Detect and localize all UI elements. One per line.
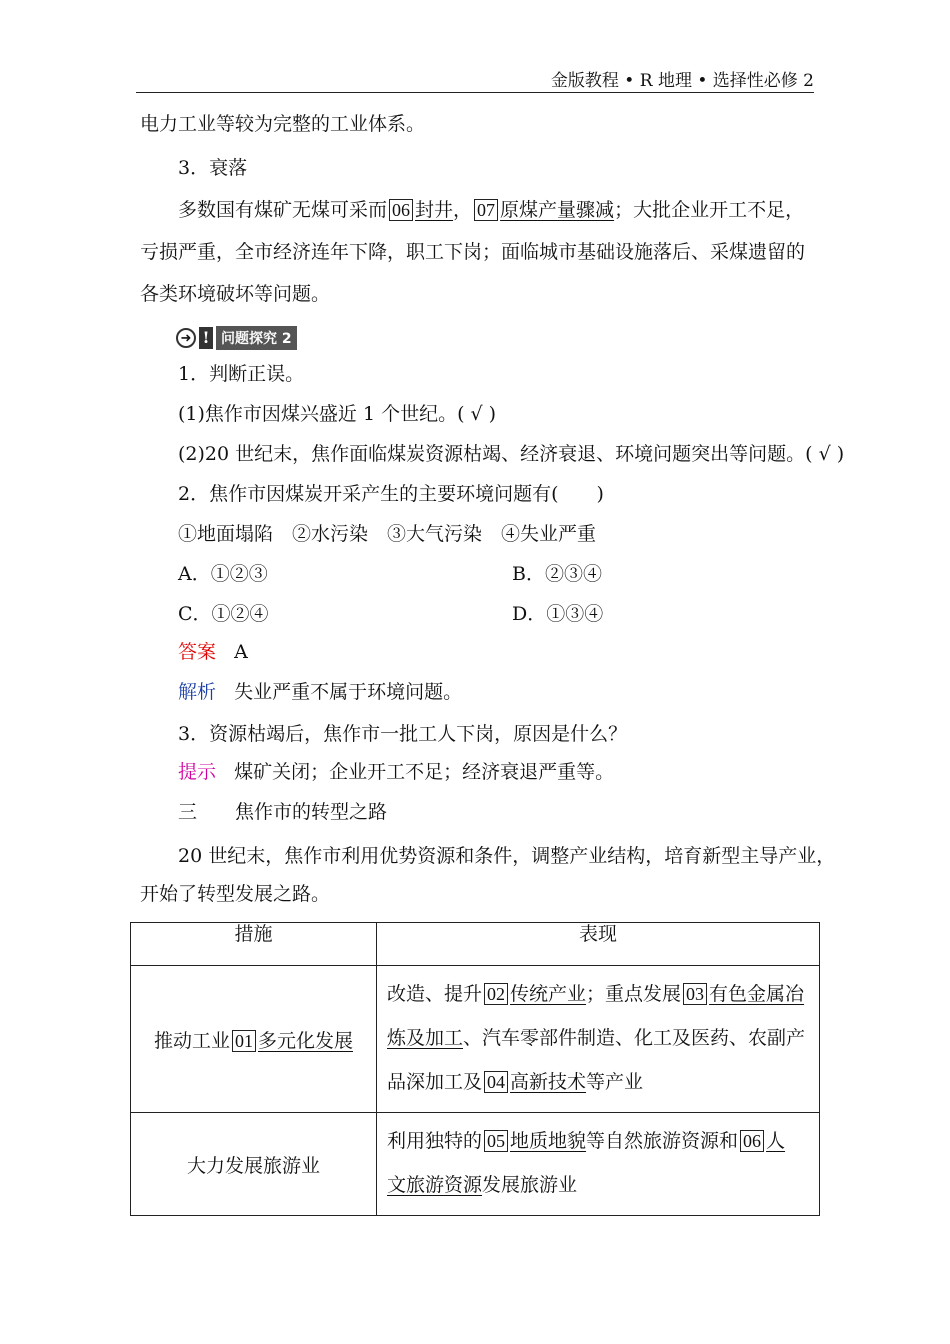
blank-number-03: 03 — [683, 983, 707, 1005]
blank-answer-output-drop: 原煤产量骤减 — [500, 199, 615, 221]
perf-text: ；重点发展 — [586, 983, 682, 1005]
measure-text-a: 推动工业 — [153, 1029, 230, 1052]
decline-text-e: ；大批企业开工不足， — [614, 199, 805, 221]
intro-text: 电力工业等较为完整的工业体系。 — [140, 113, 426, 135]
perf-line — [387, 1016, 811, 1060]
q3-stem: 3．资源枯竭后，焦作市一批工人下岗，原因是什么？ — [178, 723, 628, 745]
decline-paragraph-line1 — [178, 198, 804, 222]
table-row — [131, 1113, 820, 1216]
header-performance: 表现 — [377, 923, 820, 966]
q2-option-a: A．①②③ — [178, 563, 268, 585]
perf-text: 品深加工及 — [387, 1071, 483, 1093]
perf-text: 改造、提升 — [387, 983, 483, 1005]
q2-option-b: B．②③④ — [512, 563, 602, 585]
blank-number-06: 06 — [389, 199, 413, 221]
exclamation-icon: ! — [199, 327, 213, 349]
q3-hint-row — [178, 760, 614, 784]
perf-line — [387, 1060, 811, 1104]
running-header: 金版教程 • R 地理 • 选择性必修 2 — [550, 71, 814, 91]
table-row — [131, 966, 820, 1113]
blank-answer-close-mines: 封井 — [415, 199, 454, 221]
blank-number-05: 05 — [484, 1130, 508, 1152]
blank-answer-hightech: 高新技术 — [510, 1071, 587, 1093]
perf-line — [387, 972, 811, 1016]
q2-answer-row — [178, 640, 248, 664]
q2-items: ①地面塌陷 ②水污染 ③大气污染 ④失业严重 — [178, 523, 597, 545]
header-rule — [136, 92, 814, 93]
blank-answer-cultural-2: 文旅游资源 — [387, 1174, 483, 1196]
decline-paragraph-line3: 各类环境破坏等问题。 — [140, 283, 331, 305]
perf-text: 等产业 — [586, 1071, 644, 1093]
measure-tourism: 大力发展旅游业 — [131, 1113, 377, 1216]
decline-text-a: 多数国有煤矿无煤可采而 — [178, 199, 388, 221]
perf-text: 利用独特的 — [387, 1130, 483, 1152]
section3-paragraph-line2: 开始了转型发展之路。 — [140, 883, 331, 905]
blank-number-04: 04 — [484, 1071, 508, 1093]
section3-paragraph-line1: 20 世纪末，焦作市利用优势资源和条件，调整产业结构，培育新型主导产业， — [178, 845, 836, 867]
decline-heading: 3．衰落 — [178, 157, 248, 179]
q2-analysis-row — [178, 680, 462, 704]
question-explore-badge — [176, 326, 297, 350]
perf-text: 发展旅游业 — [482, 1174, 578, 1196]
analysis-label: 解析 — [178, 681, 217, 703]
blank-answer-diversified: 多元化发展 — [258, 1029, 354, 1052]
table-header-row — [131, 923, 820, 966]
q1-statement-1: (1)焦作市因煤兴盛近 1 个世纪。( √ ) — [178, 403, 497, 425]
hint-text: 煤矿关闭；企业开工不足；经济衰退严重等。 — [234, 761, 615, 783]
measure-industry — [131, 966, 377, 1113]
blank-answer-metals-1: 有色金属冶 — [709, 983, 805, 1005]
measures-table — [130, 922, 820, 1216]
section3-title: 焦作市的转型之路 — [235, 801, 388, 823]
header-measures: 措施 — [131, 923, 377, 966]
blank-number-02: 02 — [484, 983, 508, 1005]
perf-text: 、汽车零部件制造、化工及医药、农副产 — [463, 1027, 806, 1049]
perf-text: 等自然旅游资源和 — [586, 1130, 739, 1152]
hint-label: 提示 — [178, 761, 217, 783]
blank-number-07: 07 — [474, 199, 498, 221]
performance-industry — [377, 966, 820, 1113]
blank-answer-metals-2: 炼及加工 — [387, 1027, 464, 1049]
blank-number-06b: 06 — [740, 1130, 764, 1152]
answer-value: A — [234, 641, 248, 663]
q2-option-c: C．①②④ — [178, 603, 269, 625]
q2-stem: 2．焦作市因煤炭开采产生的主要环境问题有( ) — [178, 483, 604, 505]
section3-heading — [178, 800, 387, 824]
answer-label: 答案 — [178, 641, 217, 663]
arrow-right-icon: ➜ — [176, 328, 196, 348]
perf-line — [387, 1163, 811, 1207]
blank-answer-traditional: 传统产业 — [510, 983, 587, 1005]
badge-label: 问题探究 2 — [216, 326, 297, 350]
perf-line — [387, 1119, 811, 1163]
q1-statement-2: (2)20 世纪末，焦作面临煤炭资源枯竭、经济衰退、环境问题突出等问题。( √ ) — [178, 443, 845, 465]
q1-stem: 1．判断正误。 — [178, 363, 305, 385]
performance-tourism — [377, 1113, 820, 1216]
section3-number: 三 — [178, 801, 198, 823]
blank-number-01: 01 — [232, 1030, 256, 1052]
analysis-text: 失业严重不属于环境问题。 — [234, 681, 463, 703]
decline-paragraph-line2: 亏损严重，全市经济连年下降，职工下岗；面临城市基础设施落后、采煤遗留的 — [140, 241, 806, 263]
blank-answer-geology: 地质地貌 — [510, 1130, 587, 1152]
q2-option-d: D．①③④ — [512, 603, 604, 625]
comma: ， — [453, 199, 473, 221]
blank-answer-cultural-1: 人 — [766, 1130, 786, 1152]
